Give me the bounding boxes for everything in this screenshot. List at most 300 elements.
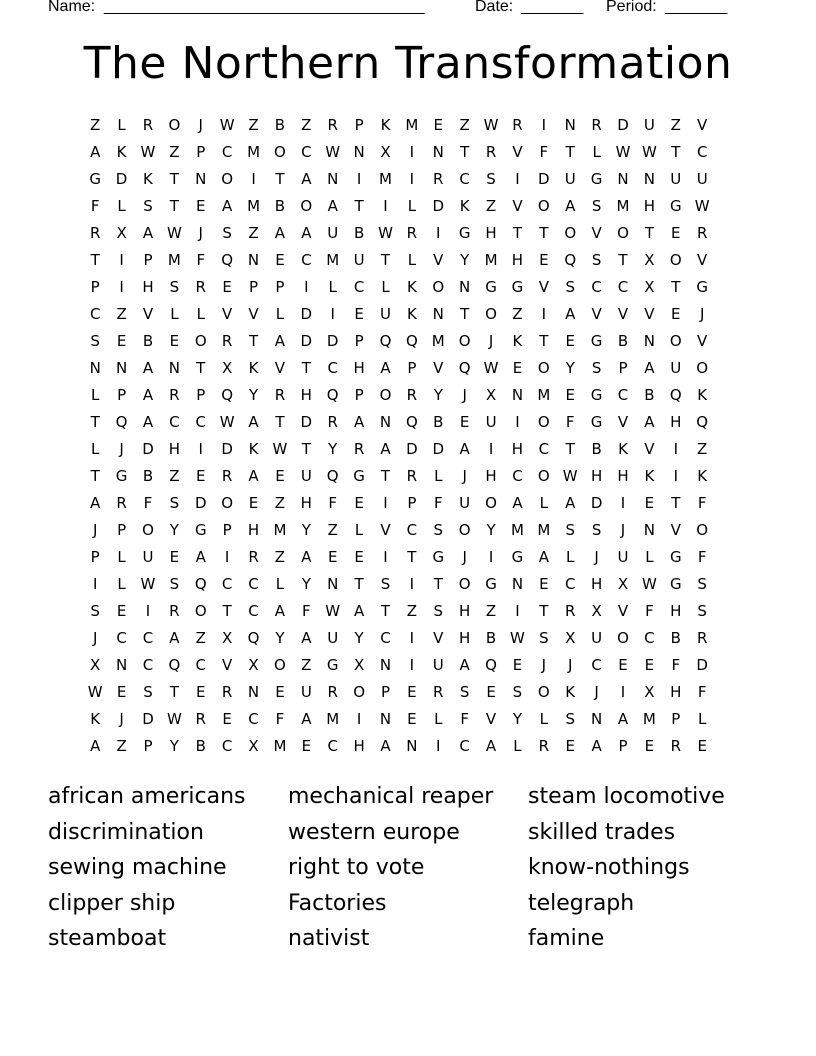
grid-letter[interactable]: U	[485, 413, 497, 431]
grid-letter[interactable]: I	[436, 224, 441, 242]
grid-letter[interactable]: P	[222, 521, 232, 539]
grid-letter[interactable]: I	[304, 278, 309, 296]
grid-letter[interactable]: G	[590, 170, 603, 188]
grid-letter[interactable]: Z	[485, 197, 497, 215]
grid-letter[interactable]: H	[353, 359, 365, 377]
grid-letter[interactable]: N	[511, 575, 524, 593]
grid-letter[interactable]: H	[353, 737, 365, 755]
grid-letter[interactable]: F	[697, 683, 707, 701]
grid-letter[interactable]: G	[194, 521, 207, 539]
grid-letter[interactable]: Q	[247, 629, 260, 647]
grid-letter[interactable]: P	[618, 359, 628, 377]
grid-letter[interactable]: C	[142, 656, 154, 674]
grid-letter[interactable]: C	[221, 143, 233, 161]
grid-letter[interactable]: Y	[486, 521, 496, 539]
grid-letter[interactable]: A	[142, 386, 154, 404]
grid-letter[interactable]: Q	[379, 332, 392, 350]
grid-letter[interactable]: F	[565, 413, 575, 431]
grid-letter[interactable]: K	[248, 440, 259, 458]
grid-letter[interactable]: Y	[354, 629, 364, 647]
grid-letter[interactable]: R	[538, 737, 550, 755]
grid-letter[interactable]: V	[644, 440, 655, 458]
grid-letter[interactable]: Z	[301, 116, 312, 134]
grid-letter[interactable]: T	[671, 143, 681, 161]
grid-letter[interactable]: J	[620, 521, 626, 539]
grid-letter[interactable]: L	[117, 197, 126, 215]
grid-letter[interactable]: P	[196, 386, 206, 404]
grid-letter[interactable]: V	[433, 359, 444, 377]
grid-letter[interactable]: W	[325, 602, 341, 620]
grid-letter[interactable]: T	[222, 602, 232, 620]
grid-letter[interactable]: Y	[512, 710, 523, 728]
grid-letter[interactable]: N	[247, 251, 260, 269]
grid-letter[interactable]: T	[380, 602, 391, 620]
grid-letter[interactable]: Q	[458, 359, 471, 377]
grid-letter[interactable]: Q	[194, 575, 207, 593]
grid-letter[interactable]: M	[273, 521, 287, 539]
grid-letter[interactable]: H	[590, 467, 603, 485]
grid-letter[interactable]: O	[537, 359, 550, 377]
grid-letter[interactable]: V	[433, 251, 444, 269]
grid-letter[interactable]: U	[459, 494, 471, 512]
grid-letter[interactable]: G	[115, 467, 128, 485]
grid-letter[interactable]: E	[116, 332, 127, 350]
grid-letter[interactable]: T	[618, 251, 628, 269]
grid-letter[interactable]: E	[407, 710, 417, 728]
grid-letter[interactable]: E	[644, 494, 655, 512]
grid-letter[interactable]: X	[248, 656, 259, 674]
grid-letter[interactable]: A	[274, 602, 286, 620]
grid-letter[interactable]: K	[459, 197, 470, 215]
grid-letter[interactable]: C	[327, 737, 338, 755]
grid-letter[interactable]: C	[248, 710, 259, 728]
grid-letter[interactable]: A	[90, 737, 101, 755]
grid-letter[interactable]: R	[169, 386, 180, 404]
grid-letter[interactable]: N	[327, 575, 339, 593]
grid-letter[interactable]: I	[436, 737, 441, 755]
grid-letter[interactable]: G	[432, 548, 445, 566]
grid-letter[interactable]: H	[247, 521, 260, 539]
grid-letter[interactable]: K	[512, 332, 523, 350]
grid-letter[interactable]: U	[591, 629, 603, 647]
grid-letter[interactable]: Z	[697, 440, 708, 458]
grid-letter[interactable]: P	[143, 251, 153, 269]
grid-letter[interactable]: N	[379, 656, 392, 674]
grid-letter[interactable]: O	[221, 170, 234, 188]
grid-letter[interactable]: D	[432, 197, 445, 215]
grid-letter[interactable]: O	[379, 386, 392, 404]
grid-letter[interactable]: C	[459, 170, 470, 188]
grid-letter[interactable]: Q	[564, 251, 577, 269]
grid-letter[interactable]: E	[222, 278, 232, 296]
grid-letter[interactable]: T	[539, 224, 549, 242]
grid-letter[interactable]: S	[591, 197, 602, 215]
grid-letter[interactable]: V	[617, 305, 629, 323]
grid-letter[interactable]: E	[275, 683, 285, 701]
grid-letter[interactable]: W	[641, 575, 657, 593]
grid-letter[interactable]: V	[485, 710, 497, 728]
grid-letter[interactable]: T	[565, 143, 575, 161]
grid-letter[interactable]: D	[617, 116, 629, 134]
grid-letter[interactable]: Z	[169, 143, 180, 161]
grid-letter[interactable]: A	[142, 224, 154, 242]
grid-letter[interactable]: U	[300, 467, 312, 485]
grid-letter[interactable]: O	[485, 494, 497, 512]
grid-letter[interactable]: I	[119, 251, 124, 269]
grid-letter[interactable]: E	[486, 683, 496, 701]
grid-letter[interactable]: Q	[696, 413, 709, 431]
grid-letter[interactable]: Y	[301, 575, 311, 593]
grid-letter[interactable]: Q	[115, 413, 128, 431]
grid-letter[interactable]: G	[89, 170, 101, 188]
grid-letter[interactable]: S	[90, 602, 100, 620]
grid-letter[interactable]: I	[145, 602, 151, 620]
grid-letter[interactable]: F	[645, 602, 654, 620]
period-field[interactable]: _______	[665, 0, 728, 15]
grid-letter[interactable]: I	[383, 494, 388, 512]
grid-letter[interactable]: T	[433, 575, 443, 593]
grid-letter[interactable]: Q	[221, 251, 234, 269]
grid-letter[interactable]: O	[564, 224, 577, 242]
grid-letter[interactable]: G	[511, 548, 524, 566]
grid-letter[interactable]: W	[272, 440, 288, 458]
grid-letter[interactable]: S	[565, 278, 575, 296]
grid-letter[interactable]: R	[221, 467, 233, 485]
grid-letter[interactable]: R	[327, 116, 338, 134]
grid-letter[interactable]: P	[380, 683, 391, 701]
grid-letter[interactable]: O	[458, 521, 471, 539]
grid-letter[interactable]: H	[670, 413, 682, 431]
grid-letter[interactable]: H	[617, 467, 629, 485]
grid-letter[interactable]: U	[617, 548, 629, 566]
grid-letter[interactable]: B	[274, 116, 286, 134]
grid-letter[interactable]: L	[117, 575, 126, 593]
grid-letter[interactable]: A	[142, 359, 154, 377]
grid-letter[interactable]: H	[485, 467, 497, 485]
grid-letter[interactable]: L	[196, 305, 205, 323]
grid-letter[interactable]: W	[694, 197, 710, 215]
grid-letter[interactable]: U	[643, 116, 655, 134]
grid-letter[interactable]: C	[221, 737, 233, 755]
grid-letter[interactable]: A	[644, 359, 655, 377]
grid-letter[interactable]: P	[117, 521, 127, 539]
grid-letter[interactable]: O	[221, 494, 234, 512]
grid-letter[interactable]: X	[116, 224, 127, 242]
grid-letter[interactable]: L	[566, 548, 575, 566]
grid-letter[interactable]: I	[92, 575, 98, 593]
grid-letter[interactable]: Q	[669, 386, 682, 404]
grid-letter[interactable]: B	[617, 332, 629, 350]
grid-letter[interactable]: L	[645, 548, 654, 566]
grid-letter[interactable]: V	[617, 413, 629, 431]
grid-letter[interactable]: S	[169, 278, 180, 296]
grid-letter[interactable]: I	[488, 548, 494, 566]
grid-letter[interactable]: Y	[275, 629, 285, 647]
grid-letter[interactable]: I	[515, 413, 520, 431]
grid-letter[interactable]: C	[564, 575, 576, 593]
grid-letter[interactable]: A	[538, 548, 549, 566]
grid-letter[interactable]: H	[511, 440, 524, 458]
grid-letter[interactable]: I	[409, 143, 415, 161]
grid-letter[interactable]: I	[620, 683, 626, 701]
grid-letter[interactable]: E	[248, 494, 259, 512]
grid-letter[interactable]: L	[354, 521, 364, 539]
grid-letter[interactable]: W	[562, 467, 578, 485]
grid-letter[interactable]: W	[166, 710, 182, 728]
grid-letter[interactable]: Z	[670, 116, 681, 134]
grid-letter[interactable]: W	[219, 413, 235, 431]
grid-letter[interactable]: A	[274, 224, 286, 242]
grid-letter[interactable]: O	[274, 143, 286, 161]
grid-letter[interactable]: P	[275, 278, 285, 296]
grid-letter[interactable]: W	[140, 143, 156, 161]
grid-letter[interactable]: A	[644, 413, 655, 431]
grid-letter[interactable]: V	[512, 143, 523, 161]
grid-letter[interactable]: U	[327, 224, 339, 242]
grid-letter[interactable]: E	[196, 467, 206, 485]
grid-letter[interactable]: Z	[169, 467, 180, 485]
grid-letter[interactable]: N	[327, 170, 339, 188]
grid-letter[interactable]: N	[459, 278, 471, 296]
grid-letter[interactable]: A	[274, 332, 286, 350]
grid-letter[interactable]: R	[327, 413, 338, 431]
grid-letter[interactable]: B	[485, 629, 497, 647]
grid-letter[interactable]: T	[275, 413, 285, 431]
grid-letter[interactable]: B	[353, 224, 365, 242]
grid-letter[interactable]: S	[143, 197, 153, 215]
grid-letter[interactable]: F	[302, 602, 311, 620]
grid-letter[interactable]: L	[434, 467, 443, 485]
grid-letter[interactable]: C	[142, 629, 154, 647]
grid-letter[interactable]: I	[224, 548, 230, 566]
grid-letter[interactable]: K	[406, 305, 417, 323]
grid-letter[interactable]: A	[565, 305, 576, 323]
grid-letter[interactable]: X	[485, 386, 497, 404]
grid-letter[interactable]: R	[248, 548, 259, 566]
grid-letter[interactable]: E	[116, 683, 127, 701]
grid-letter[interactable]: G	[669, 548, 682, 566]
grid-letter[interactable]: A	[195, 548, 206, 566]
grid-letter[interactable]: I	[330, 305, 335, 323]
grid-letter[interactable]: Y	[301, 521, 311, 539]
grid-letter[interactable]: R	[670, 737, 681, 755]
grid-letter[interactable]: Z	[90, 116, 101, 134]
grid-letter[interactable]: L	[117, 116, 126, 134]
grid-letter[interactable]: L	[170, 305, 179, 323]
grid-letter[interactable]: T	[90, 467, 100, 485]
grid-letter[interactable]: E	[459, 413, 470, 431]
grid-letter[interactable]: R	[512, 116, 523, 134]
grid-letter[interactable]: M	[273, 737, 287, 755]
grid-letter[interactable]: S	[591, 521, 602, 539]
grid-letter[interactable]: O	[194, 602, 207, 620]
grid-letter[interactable]: G	[590, 413, 603, 431]
grid-letter[interactable]: A	[90, 494, 101, 512]
grid-letter[interactable]: K	[644, 467, 655, 485]
grid-letter[interactable]: C	[327, 359, 338, 377]
grid-letter[interactable]: Q	[405, 332, 418, 350]
grid-letter[interactable]: B	[274, 197, 286, 215]
grid-letter[interactable]: L	[91, 386, 100, 404]
grid-letter[interactable]: Y	[169, 737, 179, 755]
grid-letter[interactable]: U	[670, 359, 682, 377]
grid-letter[interactable]: T	[565, 440, 575, 458]
grid-letter[interactable]: C	[169, 413, 180, 431]
grid-letter[interactable]: S	[591, 251, 602, 269]
grid-letter[interactable]: F	[539, 143, 549, 161]
grid-letter[interactable]: I	[409, 656, 415, 674]
grid-letter[interactable]: T	[354, 575, 364, 593]
grid-letter[interactable]: T	[354, 197, 364, 215]
grid-letter[interactable]: V	[697, 116, 708, 134]
grid-letter[interactable]: L	[513, 737, 522, 755]
grid-letter[interactable]: I	[119, 278, 124, 296]
grid-letter[interactable]: W	[483, 359, 499, 377]
grid-letter[interactable]: A	[380, 737, 391, 755]
grid-letter[interactable]: A	[565, 494, 576, 512]
grid-letter[interactable]: P	[354, 332, 364, 350]
grid-letter[interactable]: W	[483, 116, 499, 134]
grid-letter[interactable]: E	[565, 386, 575, 404]
grid-letter[interactable]: K	[380, 116, 391, 134]
grid-letter[interactable]: T	[671, 278, 681, 296]
grid-letter[interactable]: S	[565, 710, 575, 728]
grid-letter[interactable]: Z	[195, 629, 206, 647]
grid-letter[interactable]: C	[591, 278, 602, 296]
grid-letter[interactable]: C	[301, 251, 312, 269]
grid-letter[interactable]: Q	[326, 467, 339, 485]
grid-letter[interactable]: K	[697, 467, 708, 485]
grid-letter[interactable]: M	[326, 251, 340, 269]
grid-letter[interactable]: M	[247, 197, 261, 215]
grid-letter[interactable]: N	[432, 305, 444, 323]
grid-letter[interactable]: E	[222, 710, 232, 728]
grid-letter[interactable]: M	[484, 251, 498, 269]
grid-letter[interactable]: S	[143, 683, 153, 701]
grid-letter[interactable]: P	[407, 494, 417, 512]
grid-letter[interactable]: X	[222, 629, 233, 647]
grid-letter[interactable]: S	[433, 602, 444, 620]
grid-letter[interactable]: R	[591, 116, 602, 134]
grid-letter[interactable]: I	[515, 602, 520, 620]
grid-letter[interactable]: A	[301, 710, 312, 728]
grid-letter[interactable]: T	[407, 548, 417, 566]
grid-letter[interactable]: I	[409, 629, 415, 647]
grid-letter[interactable]: C	[459, 737, 470, 755]
grid-letter[interactable]: P	[618, 737, 628, 755]
grid-letter[interactable]: G	[669, 575, 682, 593]
grid-letter[interactable]: N	[564, 116, 576, 134]
grid-letter[interactable]: D	[115, 170, 128, 188]
grid-letter[interactable]: N	[511, 386, 524, 404]
grid-letter[interactable]: J	[119, 440, 124, 458]
grid-letter[interactable]: Q	[405, 413, 418, 431]
grid-letter[interactable]: Y	[433, 386, 443, 404]
grid-letter[interactable]: C	[116, 629, 127, 647]
grid-letter[interactable]: R	[195, 278, 206, 296]
grid-letter[interactable]: Y	[169, 521, 179, 539]
grid-letter[interactable]: V	[512, 197, 523, 215]
grid-letter[interactable]: L	[381, 278, 390, 296]
grid-letter[interactable]: V	[142, 305, 154, 323]
grid-letter[interactable]: I	[198, 440, 203, 458]
grid-letter[interactable]: P	[671, 710, 681, 728]
grid-letter[interactable]: J	[594, 683, 599, 701]
grid-letter[interactable]: I	[409, 170, 415, 188]
grid-letter[interactable]: A	[591, 737, 602, 755]
grid-letter[interactable]: L	[407, 251, 417, 269]
grid-letter[interactable]: D	[300, 305, 313, 323]
grid-letter[interactable]: V	[591, 305, 602, 323]
grid-letter[interactable]: N	[379, 710, 392, 728]
grid-letter[interactable]: J	[92, 521, 98, 539]
grid-letter[interactable]: Z	[485, 602, 497, 620]
date-field[interactable]: _______	[521, 0, 584, 15]
grid-letter[interactable]: W	[378, 224, 393, 242]
grid-letter[interactable]: O	[458, 332, 471, 350]
grid-letter[interactable]: C	[248, 575, 259, 593]
grid-letter[interactable]: P	[117, 386, 127, 404]
grid-letter[interactable]: O	[485, 305, 497, 323]
grid-letter[interactable]: X	[353, 656, 365, 674]
grid-letter[interactable]: C	[301, 143, 312, 161]
grid-letter[interactable]: U	[696, 170, 708, 188]
grid-letter[interactable]: A	[327, 197, 338, 215]
grid-letter[interactable]: Z	[301, 656, 312, 674]
grid-letter[interactable]: B	[142, 332, 154, 350]
grid-letter[interactable]: R	[696, 629, 708, 647]
grid-letter[interactable]: S	[565, 521, 575, 539]
grid-letter[interactable]: E	[275, 467, 285, 485]
grid-letter[interactable]: H	[670, 602, 682, 620]
grid-letter[interactable]: D	[432, 440, 445, 458]
grid-letter[interactable]: H	[670, 683, 682, 701]
grid-letter[interactable]: T	[169, 170, 179, 188]
grid-letter[interactable]: V	[697, 251, 708, 269]
grid-letter[interactable]: A	[512, 494, 523, 512]
grid-letter[interactable]: C	[512, 467, 523, 485]
grid-letter[interactable]: Z	[116, 737, 127, 755]
grid-letter[interactable]: W	[166, 224, 182, 242]
grid-letter[interactable]: D	[221, 440, 233, 458]
grid-letter[interactable]: B	[670, 629, 681, 647]
grid-letter[interactable]: P	[143, 737, 153, 755]
grid-letter[interactable]: O	[353, 683, 365, 701]
grid-letter[interactable]: D	[696, 656, 708, 674]
grid-letter[interactable]: R	[89, 224, 101, 242]
grid-letter[interactable]: O	[537, 197, 550, 215]
grid-letter[interactable]: E	[618, 656, 628, 674]
grid-letter[interactable]: S	[169, 494, 180, 512]
grid-letter[interactable]: V	[538, 278, 549, 296]
grid-letter[interactable]: F	[90, 197, 100, 215]
grid-letter[interactable]: H	[590, 575, 603, 593]
grid-letter[interactable]: N	[195, 170, 207, 188]
grid-letter[interactable]: F	[143, 494, 153, 512]
grid-letter[interactable]: A	[380, 440, 391, 458]
grid-letter[interactable]: H	[300, 386, 312, 404]
grid-letter[interactable]: R	[142, 116, 154, 134]
grid-letter[interactable]: N	[643, 170, 656, 188]
grid-letter[interactable]: F	[328, 494, 338, 512]
name-field[interactable]: ____________________________________	[104, 0, 425, 15]
grid-letter[interactable]: T	[90, 413, 100, 431]
grid-letter[interactable]: E	[169, 332, 180, 350]
grid-letter[interactable]: V	[617, 602, 629, 620]
grid-letter[interactable]: T	[644, 224, 654, 242]
grid-letter[interactable]: T	[380, 467, 391, 485]
grid-letter[interactable]: S	[433, 521, 444, 539]
